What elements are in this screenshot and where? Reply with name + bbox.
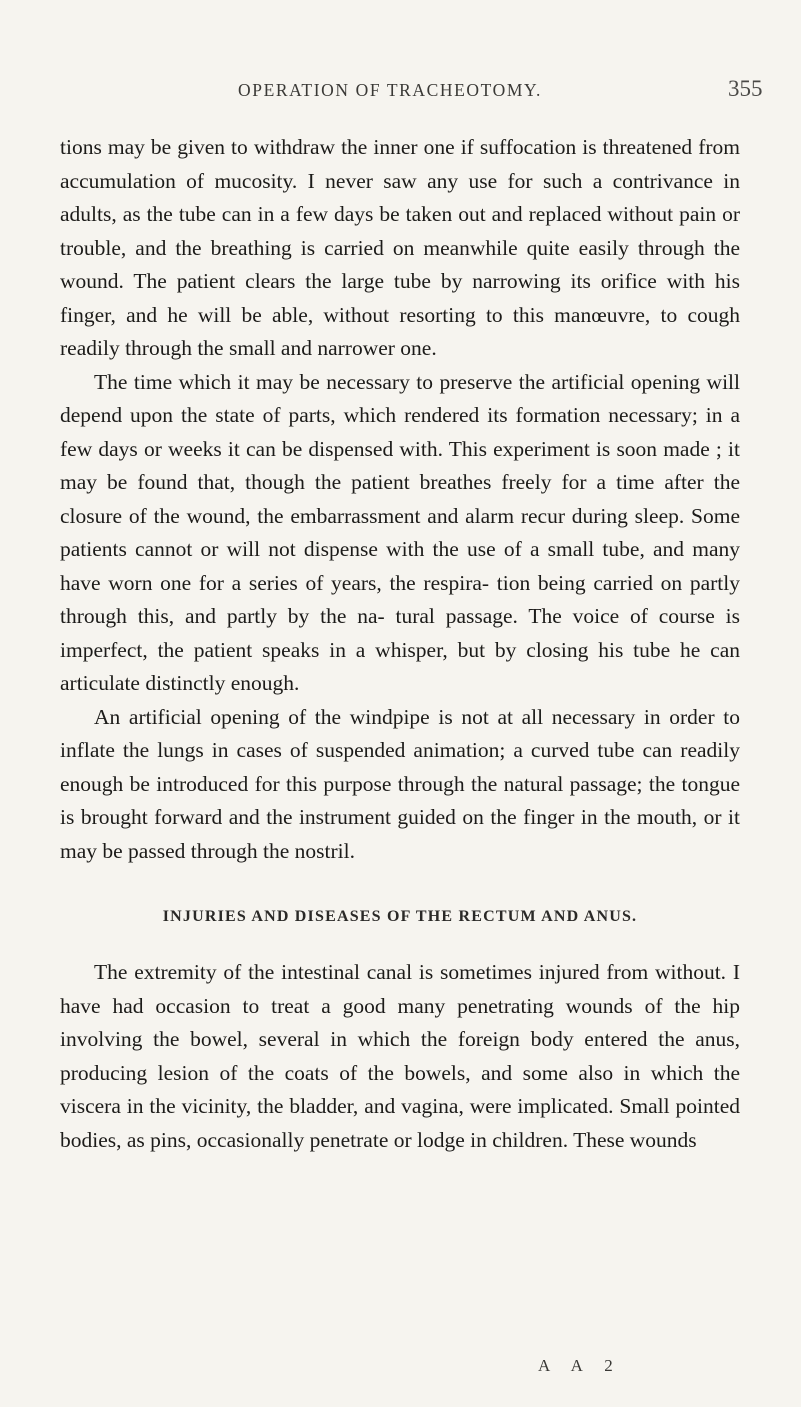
page-number: 355 <box>728 76 763 101</box>
running-head <box>0 76 801 104</box>
signature-mark: A A 2 <box>538 1356 622 1375</box>
paragraph-continued: tions may be given to withdraw the inner one if suffocation is threatened from accumulation of mucosity. I never saw any use for such a contrivance in adults, as the tube can in a few days be taken out and replaced without pain or trouble, and the breathing is carried on meanwhile quite easily through the wound. The patient clears the large tube by narrowing its orifice with his finger, and he will be able, without resorting to this manœuvre, to cough readily through the small and narrower one. <box>60 135 740 360</box>
running-title: OPERATION OF TRACHEOTOMY. <box>238 80 542 100</box>
paragraph-rectum-injuries: The extremity of the intestinal canal is sometimes injured from without. I have had occasion to treat a good many penetrating wounds of the hip involving the bowel, several in which the foreign body entered the anus, producing lesion of the coats of the bowels, and some also in which the viscera in the vicinity, the bladder, and vagina, were implicated. Small pointed bodies, as pins, occasionally penetrate or lodge in children. These wounds <box>60 960 740 1152</box>
paragraph-artificial-opening-duration: The time which it may be necessary to preserve the artificial opening will depend upon the state of parts, which rendered its formation necessary; in a few days or weeks it can be dispensed with. This experiment is soon made ; it may be found that, though the patient breathes freely for a time after the closure of the wound, the embarrassment and alarm recur during sleep. Some patients cannot or will not dispense with the use of a small tube, and many have worn one for a series of years, the respira- tion being carried on partly through this, and partly by the na- tural passage. The voice of course is imperfect, the patient speaks in a whisper, but by closing his tube he can articulate distinctly enough. <box>60 369 740 695</box>
body-text <box>60 131 740 1157</box>
section-heading: INJURIES AND DISEASES OF THE RECTUM AND ANUS. <box>162 908 638 925</box>
paragraph-suspended-animation: An artificial opening of the windpipe is not at all necessary in order to inflate the lungs in cases of suspended animation; a curved tube can readily enough be introduced for this purpose through the natural passage; the tongue is brought forward and the instrument guided on the finger in the mouth, or it may be passed through the nostril. <box>60 704 740 863</box>
